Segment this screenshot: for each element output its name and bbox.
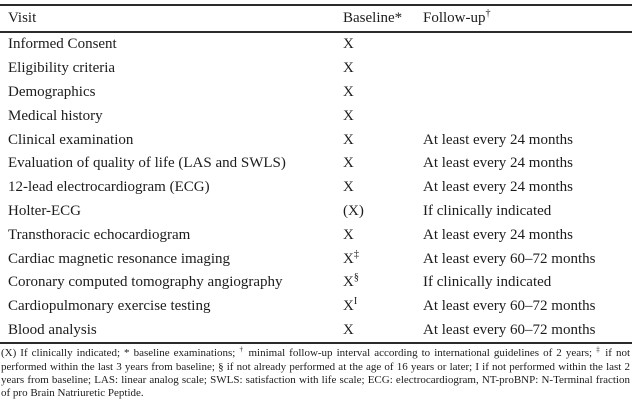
baseline-cell xyxy=(343,104,423,128)
visit-cell: Cardiopulmonary exercise testing xyxy=(8,298,211,315)
baseline-mark: X xyxy=(343,155,354,172)
col-header-followup-dagger: † xyxy=(485,8,491,19)
baseline-cell xyxy=(343,319,423,344)
table-row xyxy=(0,176,632,200)
table-row xyxy=(0,57,632,81)
followup-cell xyxy=(423,81,632,105)
baseline-mark: X xyxy=(343,179,354,196)
table-row xyxy=(0,200,632,224)
footnote-superscript: † xyxy=(239,344,245,354)
baseline-cell xyxy=(343,176,423,200)
baseline-mark: X xyxy=(343,107,354,124)
baseline-mark: X xyxy=(343,36,354,53)
baseline-cell xyxy=(343,32,423,57)
followup-cell xyxy=(423,57,632,81)
table-header-row xyxy=(0,5,632,32)
baseline-superscript: ‡ xyxy=(353,248,359,260)
table-footnote xyxy=(0,344,632,400)
baseline-superscript: I xyxy=(353,296,358,308)
table-row xyxy=(0,128,632,152)
visit-cell: Demographics xyxy=(8,83,96,100)
baseline-mark: X xyxy=(343,226,354,243)
baseline-cell xyxy=(343,271,423,295)
baseline-mark: (X) xyxy=(343,202,364,219)
followup-cell xyxy=(423,104,632,128)
table-row xyxy=(0,295,632,319)
baseline-mark: X xyxy=(343,298,354,315)
followup-cell: At least every 24 months xyxy=(423,131,573,148)
baseline-mark: X xyxy=(343,250,354,267)
table-row xyxy=(0,32,632,57)
baseline-mark: X xyxy=(343,321,354,338)
followup-cell: At least every 24 months xyxy=(423,226,573,243)
footnote-text: (X) If clinically indicated; * baseline examinations; xyxy=(1,347,240,360)
baseline-cell xyxy=(343,152,423,176)
table-row xyxy=(0,152,632,176)
baseline-cell xyxy=(343,223,423,247)
baseline-mark: X xyxy=(343,131,354,148)
col-header-baseline: Baseline* xyxy=(343,5,423,32)
followup-cell: At least every 60–72 months xyxy=(423,321,596,338)
baseline-cell xyxy=(343,200,423,224)
table-body xyxy=(0,32,632,343)
table-row xyxy=(0,247,632,271)
visit-cell: Coronary computed tomography angiography xyxy=(8,274,283,291)
table-row xyxy=(0,319,632,344)
visit-cell: 12-lead electrocardiogram (ECG) xyxy=(8,179,210,196)
table-row xyxy=(0,81,632,105)
table-row xyxy=(0,271,632,295)
baseline-cell xyxy=(343,128,423,152)
followup-cell: At least every 24 months xyxy=(423,179,573,196)
table-row xyxy=(0,104,632,128)
col-header-visit: Visit xyxy=(0,5,343,32)
baseline-mark: X xyxy=(343,60,354,77)
baseline-cell xyxy=(343,81,423,105)
baseline-cell xyxy=(343,295,423,319)
visit-cell: Medical history xyxy=(8,107,103,124)
baseline-mark: X xyxy=(343,83,354,100)
baseline-cell xyxy=(343,57,423,81)
followup-cell xyxy=(423,32,632,57)
footnote-text: if not performed within the last 3 years from baseline; § if not already performed at the age of 16 years or later; I if not performed within the last 2 years from baseline; LAS: linear analog scale; SWLS: satisfaction with life scale; ECG: electrocardiogram, NT-proBNP: N-Terminal fraction of pro Brain Natriuretic Peptide. xyxy=(1,347,631,399)
followup-cell: At least every 60–72 months xyxy=(423,250,596,267)
table-row xyxy=(0,223,632,247)
col-header-followup-label: Follow-up xyxy=(423,10,486,26)
visit-cell: Transthoracic echocardiogram xyxy=(8,226,191,243)
footnote-text: minimal follow-up interval according to international guidelines of 2 years; xyxy=(244,347,597,360)
visit-cell: Clinical examination xyxy=(8,131,134,148)
baseline-superscript: § xyxy=(353,272,359,284)
visit-cell: Informed Consent xyxy=(8,36,117,53)
footnote-superscript: ‡ xyxy=(596,344,602,354)
followup-cell: At least every 60–72 months xyxy=(423,298,596,315)
visit-cell: Eligibility criteria xyxy=(8,60,116,77)
col-header-followup xyxy=(423,5,632,32)
visit-schedule-table xyxy=(0,4,632,344)
visit-cell: Evaluation of quality of life (LAS and SWLS) xyxy=(8,155,286,172)
followup-cell: If clinically indicated xyxy=(423,274,552,291)
visit-cell: Blood analysis xyxy=(8,321,97,338)
baseline-mark: X xyxy=(343,274,354,291)
followup-cell: If clinically indicated xyxy=(423,202,552,219)
visit-cell: Cardiac magnetic resonance imaging xyxy=(8,250,230,267)
followup-cell: At least every 24 months xyxy=(423,155,573,172)
visit-cell: Holter-ECG xyxy=(8,202,82,219)
baseline-cell xyxy=(343,247,423,271)
